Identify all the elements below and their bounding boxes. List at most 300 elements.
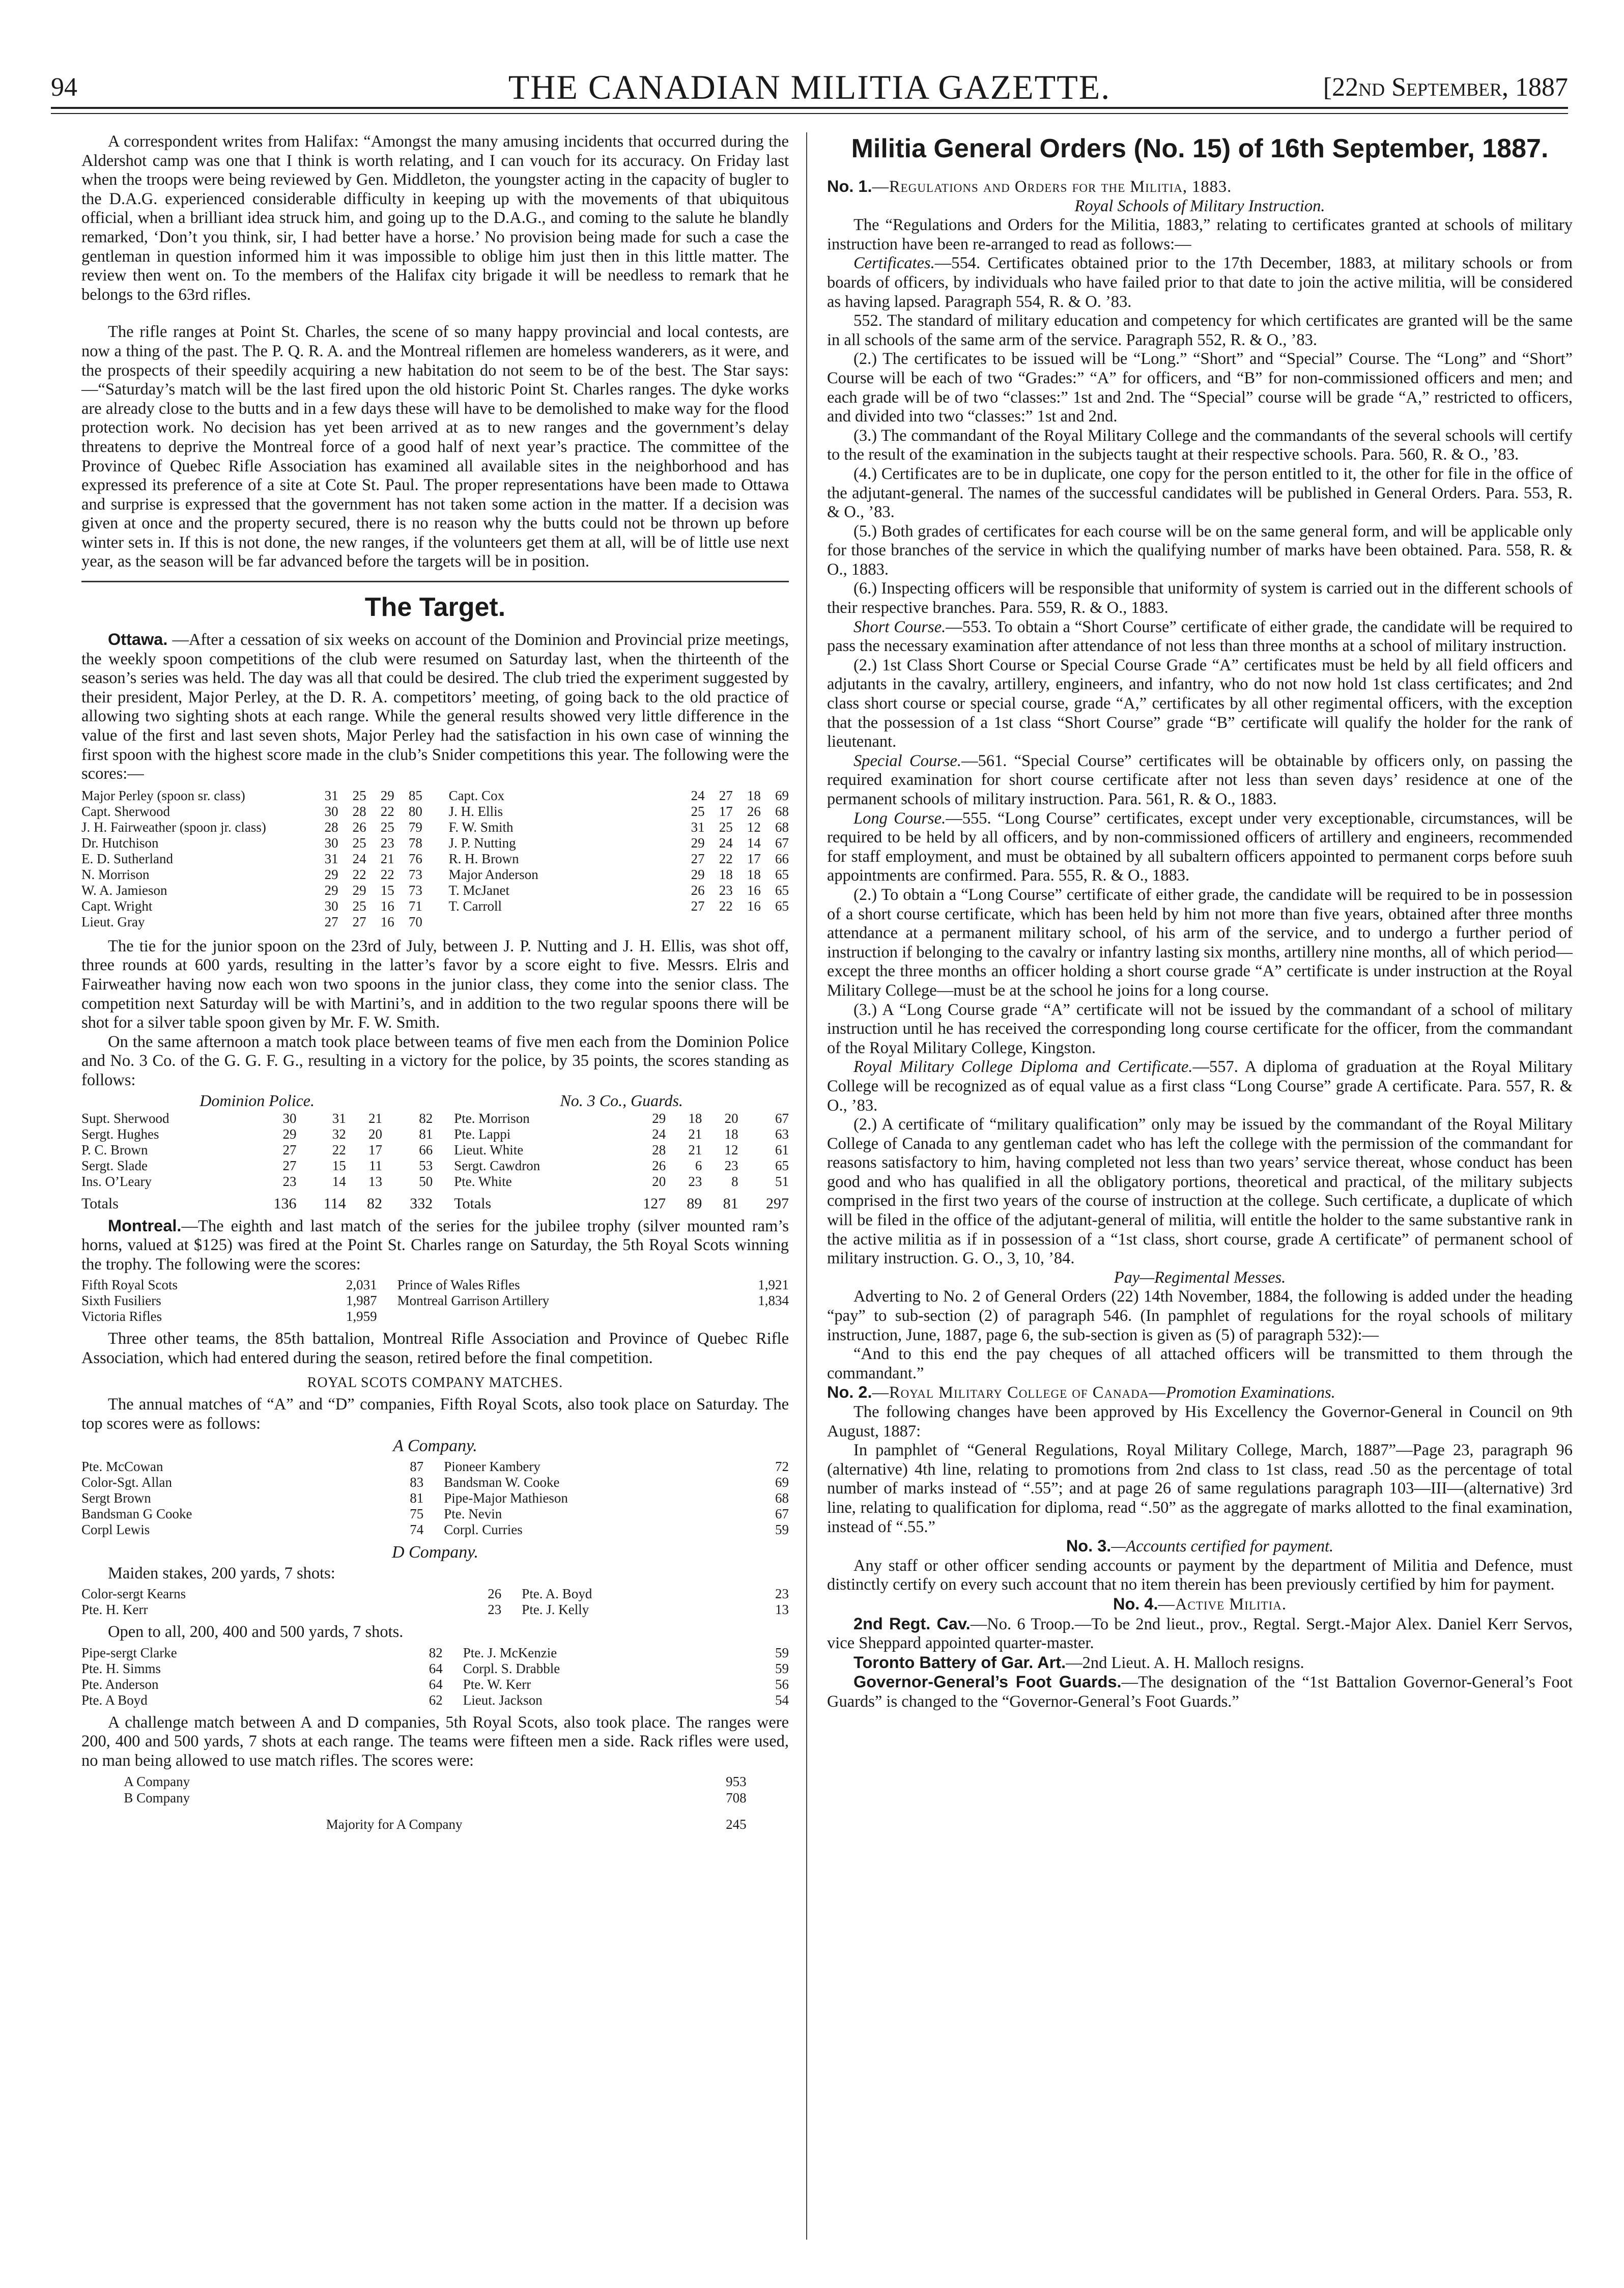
ottawa-score-score: 27 (324, 914, 338, 929)
a-company-row (81, 1490, 789, 1506)
special-course-lead: Special Course. (853, 751, 961, 770)
order-no4-title: —Active Militia. (1158, 1595, 1287, 1614)
ottawa-score-score: 29 (324, 866, 338, 882)
jubilee-scores-table (81, 1277, 789, 1324)
team-row (81, 1158, 789, 1174)
team-member-name: Pte. White (454, 1173, 512, 1189)
ottawa-score-score: 23 (380, 835, 394, 851)
d-open-row (81, 1645, 789, 1661)
rmc-pamphlet-paragraph: In pamphlet of “General Regulations, Royal Military College, March, 1887”—Page 23, paragraph 96 (alternative) 4th line, relating to promotions from 2nd class to 1st class, read .50 as the percentage of total number of marks instead of “.55”; and at page 26 of same regulations paragraph 103—III—(alternative) 3rd line, relating to qualification for diploma, read “.50” as the aggregate of marks allotted to the final examination, instead of “.55.” (827, 1441, 1573, 1536)
page-number: 94 (51, 73, 77, 102)
team-member-name: Totals (81, 1195, 119, 1212)
ottawa-score-score: 22 (719, 898, 733, 914)
a-company-row (81, 1475, 789, 1490)
a-company-score: 69 (775, 1474, 789, 1490)
a-company-name: Corpl Lewis (81, 1521, 150, 1537)
ottawa-score-score: 73 (408, 866, 422, 882)
police-match-paragraph: On the same afternoon a match took place between teams of five men each from the Dominion Police and No. 3 Co. of the G. G. F. G., resulting in a victory for the police, by 35 points, the scores standing as follows: (81, 1032, 789, 1089)
d-open-score: 62 (429, 1692, 443, 1708)
jubilee-name: Fifth Royal Scots (81, 1277, 178, 1293)
jubilee-score: 1,959 (346, 1309, 377, 1324)
challenge-table (124, 1773, 746, 1832)
ottawa-score-score: 16 (380, 914, 394, 929)
team-member-name: Pte. Morrison (454, 1110, 530, 1126)
ottawa-score-score: 65 (775, 866, 789, 882)
a-company-score: 74 (410, 1521, 424, 1537)
d-open-name: Pte. A Boyd (81, 1692, 148, 1708)
d-open-name: Pte. Anderson (81, 1676, 159, 1692)
d-open-score: 82 (429, 1645, 443, 1660)
special-course-paragraph (827, 752, 1573, 809)
short-course-paragraph (827, 618, 1573, 656)
team-member-name: Ins. O’Leary (81, 1173, 152, 1189)
long-course-2: (2.) To obtain a “Long Course” certificate of either grade, the candidate will be required to be in possession of a short course certificate, which has been held by him not more than five years, obtained after three months attendance at a permanent military school, of his arm of the service, and to undergo a further period of instruction if belonging to the cavalry or infantry lasting six months, artillery nine months, all of which period—except the three months an officer holding a short course grade “A” certificate is under instruction at the Royal Military College—must be at the school he joins for a long course. (827, 885, 1573, 1000)
ottawa-score-score: 29 (324, 882, 338, 898)
ottawa-score-name: J. H. Ellis (448, 803, 503, 819)
column-spacer (422, 851, 449, 867)
ottawa-score-score (705, 914, 733, 930)
ottawa-score-row (81, 914, 789, 930)
halifax-paragraph: A correspondent writes from Halifax: “Amongst the many amusing incidents that occurred during the Aldershot camp was one that I think is worth relating, and I can vouch for its accuracy. On Friday last when the troops were being reviewed by Gen. Middleton, the youngster acting in the capacity of bugler to the D.A.G. experienced considerable difficulty in keeping up with the movements of that ubiquitous official, when a brilliant idea struck him, and going up to the D.A.G., and coming to the salute he blandly remarked, ‘Don’t you think, sir, I had better have a horse.’ No provision being made for such a case the gentleman in question informed him it was impossible to oblige him just then in this little matter. The review then went on. To the members of the Halifax city brigade it will be needless to remark that he belongs to the 63rd rifles. (81, 132, 789, 304)
ottawa-score-name: J. P. Nutting (448, 835, 516, 851)
ottawa-score-score: 27 (719, 787, 733, 803)
ottawa-score-score: 22 (380, 803, 394, 819)
ottawa-score-name: Major Anderson (448, 866, 538, 882)
short-course-text: —553. To obtain a “Short Course” certificate of either grade, the candidate will be required to pass the necessary examination after attendance of not less than three months at a school of military instruction. (827, 617, 1573, 656)
a-company-row (81, 1522, 789, 1538)
long-course-lead: Long Course. (853, 809, 946, 828)
ottawa-score-score: 14 (747, 835, 761, 851)
ottawa-score-score: 69 (775, 787, 789, 803)
masthead-rule-thin (51, 113, 1568, 114)
d-open-score: 59 (775, 1660, 789, 1676)
a-company-name: Bandsman G Cooke (81, 1506, 192, 1521)
ottawa-score-score: 65 (775, 882, 789, 898)
team-score: 297 (766, 1195, 789, 1212)
order-no1-heading (827, 177, 1573, 197)
ottawa-score-score: 68 (775, 803, 789, 819)
team-score: 8 (731, 1173, 738, 1189)
team-totals-row (81, 1190, 789, 1211)
team-member-name: P. C. Brown (81, 1142, 148, 1157)
jubilee-score (723, 1309, 789, 1324)
d-open-row (81, 1661, 789, 1677)
rifle-ranges-paragraph: The rifle ranges at Point St. Charles, the scene of so many happy provincial and local contests, are now a thing of the past. The P. Q. R. A. and the Montreal riflemen are homeless wanderers, as it were, and the prospects of their speedily acquiring a new habitation do not seem to be of the best. The Star says:—“Saturday’s match will be the last fired upon the old historic Point St. Charles ranges. The dyke works are already close to the butts and in a few days these will have to be demolished to make way for the flood protection work. No decision has yet been arrived at as to new ranges and the government’s delay threatens to deprive the Montreal force of a good half of next year’s practice. The committee of the Province of Quebec Rifle Association has examined all available sites in the neighborhood and has expressed its preference of a site at Cote St. Paul. The proper representations have been made to Ottawa and surprise is expressed that the government has not taken some action in the matter. If a decision was given at once and the property secured, there is no reason why the butts could not be thrown up before winter sets in. If this is not done, the new ranges, if the volunteers get them at all, will be of little use next year, as the season will be far advanced before the targets will be in position. (81, 323, 789, 571)
a-company-score: 81 (410, 1490, 424, 1506)
ottawa-score-score: 76 (408, 851, 422, 866)
ottawa-score-score: 78 (408, 835, 422, 851)
rmc-diploma-paragraph (827, 1058, 1573, 1115)
open-match-label: Open to all, 200, 400 and 500 yards, 7 shots. (108, 1623, 404, 1642)
ottawa-score-score: 27 (691, 898, 705, 914)
ottawa-score-name: Capt. Sherwood (81, 803, 170, 819)
team-score: 30 (282, 1110, 297, 1126)
certificates-lead: Certificates. (853, 254, 935, 273)
team-score: 114 (323, 1195, 346, 1212)
jubilee-score: 1,834 (758, 1293, 789, 1309)
team-score: 18 (688, 1110, 702, 1126)
d-open-score: 64 (429, 1676, 443, 1692)
team-score: 23 (724, 1157, 738, 1173)
ottawa-paragraph (81, 630, 789, 784)
ottawa-score-score: 18 (719, 866, 733, 882)
ottawa-score-row (81, 788, 789, 804)
certificates-text: —554. Certificates obtained prior to the 17th December, 1883, at military schools or from boards of officers, by individuals who have failed prior to that date to join the active militia, will be considered as having lapsed. Paragraph 554, R. & O. ’83. (827, 254, 1573, 311)
ottawa-score-score: 18 (747, 787, 761, 803)
team-score: 20 (724, 1110, 738, 1126)
ottawa-score-score: 26 (691, 882, 705, 898)
jubilee-score: 1,921 (758, 1277, 789, 1293)
column-spacer (422, 883, 449, 898)
team-score: 82 (419, 1110, 433, 1126)
d-open-name: Lieut. Jackson (463, 1692, 543, 1708)
ottawa-score-score: 15 (380, 882, 394, 898)
team-score: 29 (282, 1126, 297, 1142)
pay-messes-heading: Pay—Regimental Messes. (1114, 1268, 1286, 1287)
team-score: 53 (419, 1157, 433, 1173)
order-no2-subtitle: Promotion Examinations. (1166, 1383, 1335, 1402)
a-company-score: 72 (775, 1458, 789, 1474)
toronto-battery-lead: Toronto Battery of Gar. Art. (853, 1653, 1066, 1672)
ottawa-score-score: 25 (352, 898, 366, 914)
team-score: 15 (332, 1157, 346, 1173)
a-company-name: Pioneer Kambery (444, 1458, 540, 1474)
order-no4-lead: No. 4. (1113, 1594, 1158, 1613)
toronto-battery-paragraph (827, 1653, 1573, 1673)
d-open-row (81, 1692, 789, 1708)
ottawa-score-name: Dr. Hutchison (81, 835, 159, 851)
long-course-3: (3.) A “Long Course grade “A” certificate will not be issued by the commandant of a school of military instruction until he has received the corresponding long course certificate for the officer, from the commandant of the Royal Military College, Kingston. (827, 1000, 1573, 1057)
d-maiden-table (81, 1586, 789, 1618)
foot-guards-paragraph (827, 1673, 1573, 1711)
a-company-score: 87 (410, 1458, 424, 1474)
team-score: 26 (652, 1157, 666, 1173)
jubilee-name: Sixth Fusiliers (81, 1293, 161, 1309)
team-member-name: Totals (454, 1195, 492, 1212)
d-maiden-score: 23 (488, 1602, 502, 1618)
ottawa-score-name: F. W. Smith (448, 819, 514, 835)
challenge-paragraph: A challenge match between A and D companies, 5th Royal Scots, also took place. The ranges were 200, 400 and 500 yards, 7 shots at each range. The teams were fifteen men a side. Rack rifles were used, no man being allowed to use match rifles. The scores were: (81, 1713, 789, 1770)
team-score: 14 (332, 1173, 346, 1189)
team-score: 27 (282, 1142, 297, 1157)
d-open-name: Pte. W. Kerr (463, 1676, 531, 1692)
special-course-text: —561. “Special Course” certificates will be obtainable by officers only, on passing the required examination for short course certificate after not less than seven days’ residence at one of the permanent schools of military instruction. Para. 561, R. & O., 1883. (827, 751, 1573, 808)
ottawa-score-row (81, 820, 789, 835)
ottawa-score-score: 29 (380, 787, 394, 803)
column-spacer (433, 1142, 454, 1158)
ottawa-score-score: 27 (691, 851, 705, 866)
ottawa-score-score: 21 (380, 851, 394, 866)
ottawa-score-name: T. Carroll (448, 898, 502, 914)
order-no3-heading (827, 1537, 1573, 1557)
ottawa-score-score: 68 (775, 819, 789, 835)
jubilee-score: 2,031 (346, 1277, 377, 1293)
d-open-name: Corpl. S. Drabble (463, 1660, 560, 1676)
order-no1-lead: No. 1. (827, 177, 872, 195)
pay-paragraph: Adverting to No. 2 of General Orders (22) 14th November, 1884, the following is added under the heading “pay” to sub-section (2) of paragraph 546. (In pamphlet of regulations for the royal schools of military instruction, June, 1887, page 6, the sub-section is given as (5) of paragraph 532):— (827, 1287, 1573, 1344)
right-column (827, 132, 1573, 1712)
ottawa-score-row (81, 898, 789, 914)
toronto-battery-text: —2nd Lieut. A. H. Malloch resigns. (1066, 1653, 1304, 1672)
d-open-table (81, 1645, 789, 1708)
a-company-score: 68 (775, 1490, 789, 1506)
long-course-paragraph (827, 809, 1573, 886)
accounts-paragraph: Any staff or other officer sending accounts or payment by the department of Militia and Defence, must distinctly certify on every such account that no item therein has been previously certified by him for payment. (827, 1556, 1573, 1594)
a-company-name: Pte. McCowan (81, 1458, 163, 1474)
d-open-name: Pte. J. McKenzie (463, 1645, 557, 1660)
order-no3-lead: No. 3. (1066, 1537, 1112, 1556)
a-company-score: 75 (410, 1506, 424, 1521)
team-score: 20 (368, 1126, 382, 1142)
police-guards-table (81, 1092, 789, 1211)
ottawa-score-name: R. H. Brown (448, 851, 519, 866)
team-score: 61 (775, 1142, 789, 1157)
team-score: 21 (368, 1110, 382, 1126)
a-company-name: Sergt Brown (81, 1490, 151, 1506)
d-open-name: Pipe-sergt Clarke (81, 1645, 177, 1660)
issue-date: [22nd September, 1887 (1323, 73, 1568, 102)
team-score: 13 (368, 1173, 382, 1189)
ottawa-score-score: 17 (747, 851, 761, 866)
order-no3-title: —Accounts certified for payment. (1111, 1537, 1334, 1556)
ottawa-score-score: 18 (747, 866, 761, 882)
team-score: 23 (688, 1173, 702, 1189)
ottawa-score-score: 16 (380, 898, 394, 914)
ottawa-score-score: 24 (719, 835, 733, 851)
ottawa-score-name: W. A. Jamieson (81, 882, 167, 898)
para-552-2: (2.) The certificates to be issued will be “Long.” “Short” and “Special” Course. The “Long” and “Short” Course will be each of two “Grades:” “A” for officers, and “B” for non-commissioned officers and men; and each grade will be of two “classes:” 1st and 2nd. The “Special” course will be grade “A,” restricted to officers, and divided into two “classes:” 1st and 2nd. (827, 350, 1573, 426)
ottawa-score-score: 26 (747, 803, 761, 819)
short-course-2: (2.) 1st Class Short Course or Special Course Grade “A” certificates must be held by all field officers and adjutants in the cavalry, artillery, engineers, and infantry, who do not now hold 1st class certificates; and 2nd class short course or special course, grade “A,” certificates by all other regimental officers, with the exception that the possession of a 1st class “Short Course” grade “B” certificate will qualify the holder for the rank of lieutenant. (827, 656, 1573, 751)
a-company-name: Pipe-Major Mathieson (444, 1490, 568, 1506)
ottawa-score-score: 66 (775, 851, 789, 866)
challenge-score: 953 (726, 1774, 747, 1790)
team-score: 50 (419, 1173, 433, 1189)
general-orders-title: Militia General Orders (No. 15) of 16th September, 1887. (851, 134, 1549, 163)
ottawa-score-score: 24 (352, 851, 366, 866)
team-score: 18 (724, 1126, 738, 1142)
ottawa-score-score: 27 (352, 914, 366, 929)
column-spacer (433, 1111, 454, 1126)
team-score: 20 (652, 1173, 666, 1189)
d-open-row (81, 1677, 789, 1692)
para-552-4: (4.) Certificates are to be in duplicate, one copy for the person entitled to it, the other for file in the office of the adjutant-general. The names of the successful candidates will be published in General Orders. Para. 553, R. & O., ’83. (827, 464, 1573, 522)
certificates-paragraph (827, 254, 1573, 312)
rmc-diploma-text: —557. A diploma of graduation at the Royal Military College will be recognized as of equal value as a first class “Long Course” grade A certificate. Para. 557, R. & O., ’83. (827, 1058, 1573, 1115)
order-no1-title: —Regulations and Orders for the Militia, 1883. (872, 178, 1232, 196)
challenge-company: A Company (124, 1774, 190, 1790)
pay-cheques-paragraph: “And to this end the pay cheques of all attached officers will be transmitted to them through the commandant.” (827, 1345, 1573, 1382)
a-company-row (81, 1506, 789, 1522)
ottawa-score-score: 29 (691, 835, 705, 851)
team-score: 81 (723, 1195, 738, 1212)
column-spacer (422, 898, 449, 914)
rmc-diploma-lead: Royal Military College Diploma and Certificate. (853, 1058, 1193, 1077)
ottawa-scores-table (81, 788, 789, 930)
short-course-lead: Short Course. (853, 617, 946, 636)
d-maiden-score: 26 (488, 1586, 502, 1602)
d-maiden-name: Pte. A. Boyd (522, 1586, 592, 1602)
ottawa-score-score: 85 (408, 787, 422, 803)
team-score: 23 (282, 1173, 297, 1189)
d-maiden-score: 13 (775, 1602, 789, 1618)
challenge-company: B Company (124, 1790, 190, 1806)
company-matches-heading: ROYAL SCOTS COMPANY MATCHES. (307, 1374, 563, 1391)
d-open-score: 64 (429, 1660, 443, 1676)
jubilee-row (81, 1277, 789, 1293)
ottawa-score-score (676, 914, 704, 930)
ottawa-score-score: 65 (775, 898, 789, 914)
annual-matches-paragraph: The annual matches of “A” and “D” companies, Fifth Royal Scots, also took place on Saturday. The top scores were as follows: (81, 1395, 789, 1433)
jubilee-name: Montreal Garrison Artillery (397, 1293, 550, 1309)
ottawa-score-row (81, 804, 789, 820)
team-score: 82 (366, 1195, 382, 1212)
team-score: 67 (775, 1110, 789, 1126)
team-score: 332 (410, 1195, 433, 1212)
a-company-name: Pte. Nevin (444, 1506, 502, 1521)
masthead-rule (51, 107, 1568, 109)
column-divider (806, 132, 807, 2240)
a-company-name: Corpl. Curries (444, 1521, 523, 1537)
ottawa-score-row (81, 835, 789, 851)
ottawa-text: —After a cessation of six weeks on account of the Dominion and Provincial prize meetings, the weekly spoon competitions of the club were resumed on Saturday last, when the thirteenth of the season’s series was held. The day was all that could be desired. The club tried the experiment suggested by their president, Major Perley, at the D. R. A. competitors’ meeting, of going back to the old practice of allowing two sighting shots at each range. While the general results showed very little difference in the value of the first and last seven shots, Major Perley had the satisfaction in his own case of winning the first spoon with the highest score made in the club’s Snider competitions this year. The following were the scores:— (81, 631, 789, 783)
team-score: 51 (775, 1173, 789, 1189)
column-spacer (422, 914, 449, 930)
target-heading: The Target. (81, 581, 789, 625)
a-company-name: Bandsman W. Cooke (444, 1474, 560, 1490)
team-score: 127 (643, 1195, 666, 1212)
cavalry-lead: 2nd Regt. Cav. (853, 1614, 971, 1633)
ottawa-score-score: 22 (380, 866, 394, 882)
ottawa-score-name: J. H. Fairweather (spoon jr. class) (81, 819, 266, 835)
ottawa-lead: Ottawa. (108, 630, 168, 649)
column-spacer (422, 835, 449, 851)
a-company-score: 83 (410, 1474, 424, 1490)
jubilee-name: Victoria Rifles (81, 1309, 162, 1324)
maiden-stakes-label: Maiden stakes, 200 yards, 7 shots: (108, 1564, 335, 1583)
ottawa-score-name: N. Morrison (81, 866, 150, 882)
ottawa-score-score: 28 (352, 803, 366, 819)
team-score: 66 (419, 1142, 433, 1157)
ottawa-score-score: 24 (691, 787, 705, 803)
ottawa-score-score: 12 (747, 819, 761, 835)
challenge-row (124, 1790, 746, 1806)
ottawa-score-score: 31 (324, 851, 338, 866)
team-score: 21 (688, 1126, 702, 1142)
para-552-3: (3.) The commandant of the Royal Military College and the commandants of the several schools will certify to the result of the examination in the subjects taught at their respective schools. Para. 560, R. & O., ’83. (827, 426, 1573, 464)
d-maiden-name: Pte. H. Kerr (81, 1602, 148, 1618)
a-company-table (81, 1459, 789, 1538)
team-score: 31 (332, 1110, 346, 1126)
ottawa-score-score: 16 (747, 882, 761, 898)
jubilee-row (81, 1293, 789, 1309)
team-score: 24 (652, 1126, 666, 1142)
d-maiden-score: 23 (775, 1586, 789, 1602)
military-qualification-paragraph: (2.) A certificate of “military qualification” only may be issued by the commandant of the Royal Military College of Canada to any gentleman cadet who has left the college with the permission of the commandant for reasons satisfactory to him, having completed not less than two years’ service thereat, whose conduct has been good and who has qualified in all the obligatory portions, theoretical and practical, of the military subjects comprised in the first two years of the course of instruction at the college. Such certificate, a duplicate of which will be filed in the office of the adjutant-general of militia, will entitle the holder to the same substantive rank in the active militia as if in possession of a “1st class, short course, grade A certificate” of permanent school of military instruction. G. O., 3, 10, ’84. (827, 1115, 1573, 1268)
team-member-name: Pte. Lappi (454, 1126, 511, 1142)
ottawa-score-score: 17 (719, 803, 733, 819)
ottawa-score-score: 29 (352, 882, 366, 898)
column-spacer (422, 867, 449, 883)
team-score: 29 (652, 1110, 666, 1126)
team-score: 136 (273, 1195, 297, 1212)
ottawa-score-score: 25 (719, 819, 733, 835)
team-score: 11 (368, 1157, 382, 1173)
column-spacer (422, 820, 449, 835)
long-course-text: —555. “Long Course” certificates, except under very exceptionable, circumstances, will be required to be held by all officers, and by non-commissioned officers of artillery and engineers, recommended for staff employment, and must be obtained by all subaltern officers appointed to permanent corps before suuh appointments are confirmed. Para. 555, R. & O., 1883. (827, 809, 1573, 885)
jubilee-name: Prince of Wales Rifles (397, 1277, 520, 1293)
team-row (81, 1142, 789, 1158)
ottawa-score-name: Capt. Wright (81, 898, 153, 914)
order-no2-title: —Royal Military College of Canada— (872, 1383, 1166, 1402)
order-no2-heading (827, 1383, 1573, 1403)
ottawa-score-score (733, 914, 761, 930)
regulations-intro: The “Regulations and Orders for the Militia, 1883,” relating to certificates granted at schools of military instruction have been re-arranged to read as follows:— (827, 216, 1573, 253)
guards-team-heading: No. 3 Co., Guards. (560, 1091, 683, 1110)
ottawa-score-score: 79 (408, 819, 422, 835)
ottawa-score-row (81, 883, 789, 898)
team-score: 12 (724, 1142, 738, 1157)
a-company-name: Color-Sgt. Allan (81, 1474, 172, 1490)
ottawa-score-score: 30 (324, 835, 338, 851)
d-open-name: Pte. H. Simms (81, 1660, 161, 1676)
column-spacer (422, 788, 449, 804)
ottawa-score-score: 31 (691, 819, 705, 835)
challenge-score: 708 (726, 1790, 747, 1806)
column-spacer (433, 1190, 454, 1211)
challenge-row (124, 1773, 746, 1790)
ottawa-score-score: 16 (747, 898, 761, 914)
d-open-score: 56 (775, 1676, 789, 1692)
jubilee-row (81, 1309, 789, 1324)
majority-label: Majority for A Company (326, 1817, 463, 1832)
ottawa-score-name: Capt. Cox (448, 787, 505, 803)
foot-guards-lead: Governor-General’s Foot Guards. (853, 1673, 1122, 1691)
order-no1-subheading: Royal Schools of Military Instruction. (1074, 196, 1325, 215)
column-spacer (433, 1158, 454, 1174)
ottawa-score-score: 67 (775, 835, 789, 851)
a-company-score: 67 (775, 1506, 789, 1521)
team-score: 17 (368, 1142, 382, 1157)
police-team-heading: Dominion Police. (200, 1091, 315, 1110)
ottawa-score-name: T. McJanet (448, 882, 510, 898)
team-score: 27 (282, 1157, 297, 1173)
ottawa-score-name: E. D. Sutherland (81, 851, 173, 866)
ottawa-score-name: Major Perley (spoon sr. class) (81, 787, 245, 803)
ottawa-score-score: 73 (408, 882, 422, 898)
team-row (81, 1126, 789, 1142)
column-spacer (422, 804, 449, 820)
ottawa-score-name (449, 914, 677, 930)
ottawa-score-score: 31 (324, 787, 338, 803)
team-score: 32 (332, 1126, 346, 1142)
masthead (51, 60, 1568, 116)
ottawa-score-row (81, 867, 789, 883)
cavalry-paragraph (827, 1615, 1573, 1653)
ottawa-score-score: 22 (352, 866, 366, 882)
ottawa-score-score: 30 (324, 803, 338, 819)
ottawa-score-score: 28 (324, 819, 338, 835)
column-spacer (433, 1126, 454, 1142)
ottawa-score-score (761, 914, 789, 930)
a-company-heading: A Company. (393, 1436, 477, 1456)
team-row (81, 1111, 789, 1126)
montreal-text: —The eighth and last match of the series for the jubilee trophy (silver mounted ram’s horns, valued at $125) was fired at the Point St. Charles range on Saturday, the 5th Royal Scots winning the trophy. The following were the scores: (81, 1217, 789, 1274)
d-maiden-row (81, 1602, 789, 1618)
order-no4-heading (827, 1595, 1573, 1615)
team-member-name: Supt. Sherwood (81, 1110, 169, 1126)
a-company-row (81, 1459, 789, 1475)
